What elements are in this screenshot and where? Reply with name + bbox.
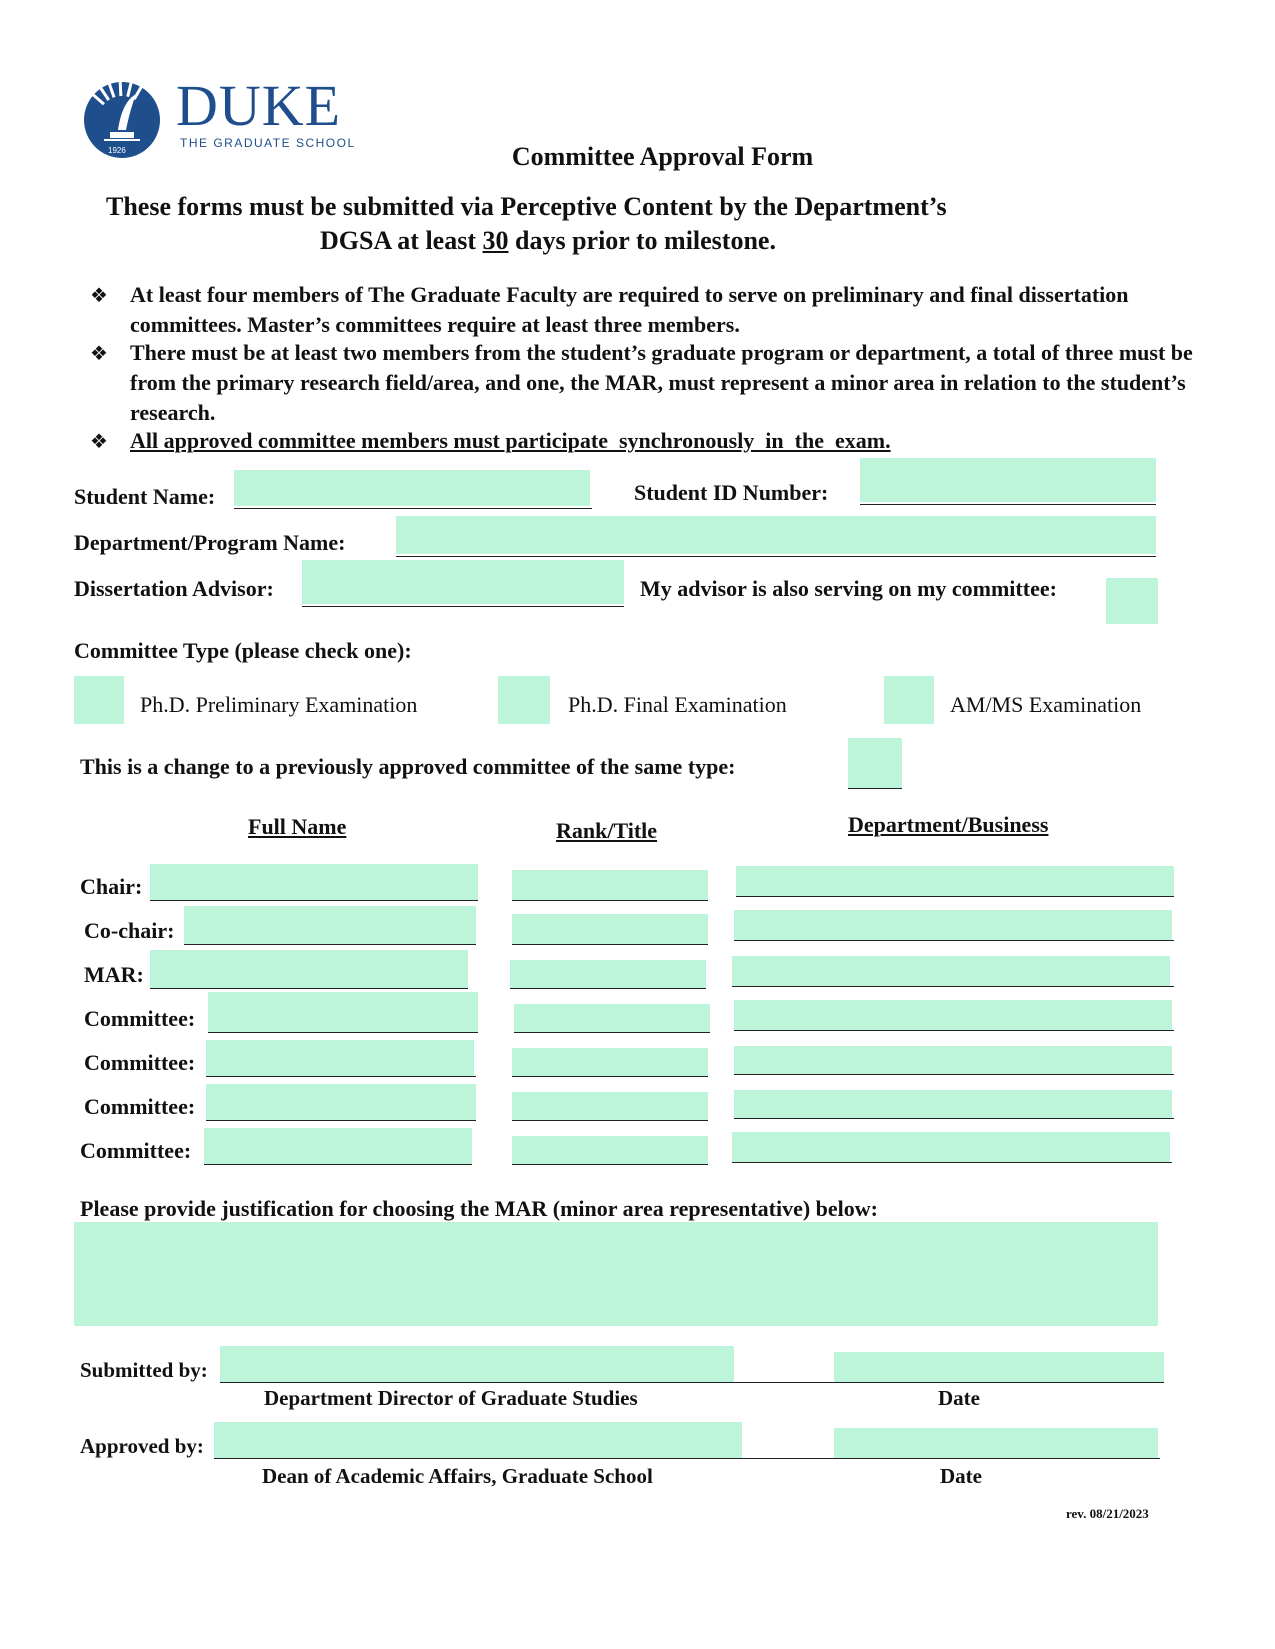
committee4-rank-field[interactable] [512,1136,708,1164]
bullet-text: At least four members of The Graduate Faculty are required to serve on preliminary and final dissertation committees. Master’s committees require at least three members. [130,282,1129,337]
bullet-item [90,426,1200,456]
committee2-name-line [206,1076,476,1077]
committee4-dept-line [732,1162,1172,1163]
submitted-by-line [220,1382,834,1383]
cochair-dept-line [734,940,1174,941]
committee-type-label: Committee Type (please check one): [74,638,412,663]
header-rank-title: Rank/Title [556,818,658,843]
chair-dept-line [736,896,1174,897]
approved-by-line [214,1458,834,1459]
approved-by-label: Approved by: [80,1434,204,1458]
chair-rank-line [512,900,708,901]
row-label-cochair: Co-chair: [84,918,175,943]
student-id-line [860,504,1156,505]
phd-preliminary-checkbox[interactable] [74,676,124,724]
approved-date-label: Date [940,1464,982,1488]
advisor-label: Dissertation Advisor: [74,576,274,601]
cochair-rank-field[interactable] [512,914,708,944]
committee3-rank-field[interactable] [512,1092,708,1120]
bullet-text: There must be at least two members from the student’s graduate program or department, a total of three must be from the primary research field/area, and one, the MAR, must represent a minor area in relation to the student’s research. [130,340,1193,425]
row-label-committee: Committee: [84,1050,196,1075]
committee3-name-line [206,1120,476,1121]
advisor-serving-label: My advisor is also serving on my committee: [640,576,1057,601]
department-label: Department/Program Name: [74,530,346,555]
committee4-dept-field[interactable] [732,1132,1170,1162]
student-name-field[interactable] [234,470,590,506]
chair-rank-field[interactable] [512,870,708,900]
mar-dept-field[interactable] [732,956,1170,986]
submitted-date-label: Date [938,1386,980,1410]
cochair-dept-field[interactable] [734,910,1172,940]
logo-name: DUKE [176,73,342,138]
submitted-by-label: Submitted by: [80,1358,208,1382]
committee1-name-line [208,1032,478,1033]
committee2-dept-field[interactable] [734,1046,1172,1074]
student-name-label: Student Name: [74,484,216,509]
phd-preliminary-label: Ph.D. Preliminary Examination [140,692,418,717]
mar-name-field[interactable] [150,950,468,988]
page-title: Committee Approval Form [511,142,814,171]
instruction-days: 30 [482,226,509,255]
instruction-line1: These forms must be submitted via Perceptive Content by the Department’s [106,192,947,221]
chair-dept-field[interactable] [736,866,1174,896]
committee1-rank-field[interactable] [514,1004,710,1032]
justification-textarea[interactable] [74,1222,1158,1326]
header-department: Department/Business [848,812,1049,837]
approved-by-field[interactable] [214,1422,742,1458]
committee3-dept-field[interactable] [734,1090,1172,1118]
advisor-serving-checkbox[interactable] [1106,578,1158,624]
diamond-four-icon: ❖ [90,429,108,453]
department-line [396,556,1156,557]
cochair-rank-line [512,944,708,945]
approved-role: Dean of Academic Affairs, Graduate School [262,1464,653,1488]
committee4-name-field[interactable] [204,1128,472,1164]
mar-dept-line [732,986,1174,987]
mar-name-line [150,988,468,989]
row-label-chair: Chair: [80,874,143,899]
advisor-field[interactable] [302,560,624,604]
committee2-dept-line [734,1074,1174,1075]
mar-rank-field[interactable] [510,960,706,988]
committee2-rank-field[interactable] [512,1048,708,1076]
row-label-committee: Committee: [80,1138,192,1163]
bullet-text: All approved committee members must participate synchronously in the exam. [130,428,891,453]
cochair-name-field[interactable] [184,906,476,944]
chair-name-line [150,900,478,901]
phd-final-checkbox[interactable] [498,676,550,724]
committee3-name-field[interactable] [206,1084,476,1120]
row-label-mar: MAR: [84,962,144,987]
submitted-by-field[interactable] [220,1346,734,1382]
department-field[interactable] [396,516,1156,554]
student-id-field[interactable] [860,458,1156,502]
logo-subtitle: THE GRADUATE SCHOOL [180,136,356,150]
student-id-label: Student ID Number: [634,480,829,505]
instruction-line2-pre: DGSA at least [320,226,483,255]
row-label-committee: Committee: [84,1094,196,1119]
bullet-item [90,280,1200,340]
phd-final-label: Ph.D. Final Examination [568,692,787,717]
approved-date-field[interactable] [834,1428,1158,1458]
mar-rank-line [510,988,706,989]
submitted-date-line [834,1382,1164,1383]
committee1-name-field[interactable] [208,992,478,1032]
instruction-line2 [320,226,776,256]
committee1-dept-field[interactable] [734,1000,1172,1030]
chair-name-field[interactable] [150,864,478,900]
cochair-name-line [184,944,476,945]
diamond-four-icon: ❖ [90,283,108,307]
student-name-line [234,508,592,509]
committee2-rank-line [512,1076,708,1077]
advisor-line [302,606,624,607]
amms-checkbox[interactable] [884,676,934,724]
bullet-item [90,338,1200,428]
submitted-role: Department Director of Graduate Studies [264,1386,638,1410]
committee2-name-field[interactable] [206,1040,474,1076]
committee1-rank-line [514,1032,710,1033]
change-committee-line [848,788,902,789]
committee1-dept-line [734,1030,1174,1031]
row-label-committee: Committee: [84,1006,196,1031]
diamond-four-icon: ❖ [90,341,108,365]
justification-label: Please provide justification for choosing the MAR (minor area representative) below: [80,1196,879,1221]
instruction-line2-post: days prior to milestone. [508,226,776,255]
committee4-rank-line [512,1164,708,1165]
committee3-dept-line [734,1118,1174,1119]
amms-label: AM/MS Examination [950,692,1142,717]
revision-note: rev. 08/21/2023 [1066,1506,1149,1521]
change-committee-label: This is a change to a previously approved committee of the same type: [80,754,736,779]
change-committee-checkbox[interactable] [848,738,902,788]
header-full-name: Full Name [248,814,347,839]
approved-date-line [834,1458,1160,1459]
committee4-name-line [204,1164,472,1165]
logo-year: 1926 [108,146,126,155]
submitted-date-field[interactable] [834,1352,1164,1382]
committee3-rank-line [512,1120,708,1121]
